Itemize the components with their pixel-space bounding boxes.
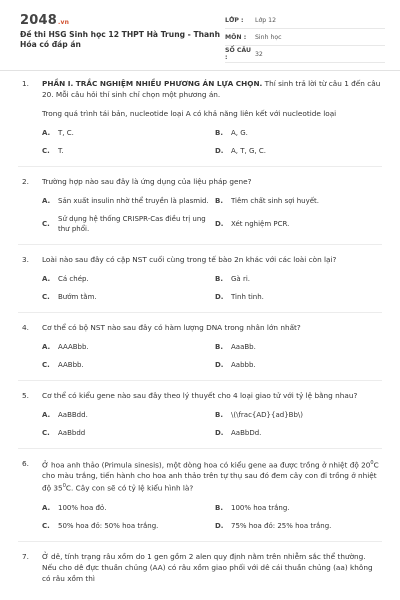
section-instruction: Thí sinh trả lời từ câu 1 đến câu 20. Mỗi câu hỏi thí sinh chỉ chọn một phương án. xyxy=(42,79,381,99)
option-letter: B. xyxy=(215,129,223,137)
option-text: Tiêm chất sinh sợi huyết. xyxy=(231,197,319,205)
option-d[interactable] xyxy=(215,146,388,156)
degree-sup: 0 xyxy=(370,460,374,466)
option-letter: A. xyxy=(42,129,51,137)
option-text: Sử dụng hệ thống CRISPR-Cas điều trị ung thư phổi. xyxy=(58,215,206,233)
option-letter: C. xyxy=(42,361,50,369)
option-text: A, G. xyxy=(231,129,248,137)
option-d[interactable] xyxy=(215,521,388,531)
option-text: 50% hoa đỏ: 50% hoa trắng. xyxy=(58,521,159,530)
question-number: 5. xyxy=(22,391,29,400)
option-letter: D. xyxy=(215,147,224,155)
option-a[interactable] xyxy=(42,503,215,513)
question-text xyxy=(42,78,382,100)
question-stem: Trong quá trình tái bản, nucleotide loại A có khả năng liên kết với nucleotide loại xyxy=(42,109,337,118)
question-1 xyxy=(0,78,400,156)
question-number: 1. xyxy=(22,79,29,88)
question-number: 6. xyxy=(22,459,29,468)
option-c[interactable] xyxy=(42,428,215,438)
question-list xyxy=(0,78,400,584)
option-text: 75% hoa đỏ: 25% hoa trắng. xyxy=(231,521,332,530)
option-letter: C. xyxy=(42,220,50,228)
option-text: Cá chép. xyxy=(58,275,89,283)
option-a[interactable] xyxy=(42,410,215,420)
option-letter: C. xyxy=(42,429,50,437)
divider xyxy=(18,448,382,449)
degree-sup: 0 xyxy=(62,483,66,490)
option-text: Tinh tinh. xyxy=(231,293,264,301)
option-a[interactable] xyxy=(42,128,215,138)
option-text: Bướm tằm. xyxy=(58,293,97,301)
logo-sub: .vn xyxy=(57,19,70,26)
meta-value: 32 xyxy=(255,50,263,58)
option-letter: D. xyxy=(215,429,224,437)
option-b[interactable] xyxy=(215,196,388,206)
option-letter: B. xyxy=(215,343,223,351)
option-text: Xét nghiệm PCR. xyxy=(231,220,290,228)
option-text: 100% hoa đỏ. xyxy=(58,503,107,512)
question-7 xyxy=(0,551,400,584)
question-text-part: Ở hoa anh thảo (Primula sinesis), một dòng hoa có kiểu gene aa được trồng ở nhiệt độ 20 xyxy=(42,460,371,470)
option-letter: B. xyxy=(215,411,223,419)
option-letter: D. xyxy=(215,521,224,530)
options xyxy=(42,342,382,370)
option-text: Sản xuất insulin nhờ thể truyền là plasmid. xyxy=(58,197,209,205)
option-text: AaaBb. xyxy=(231,343,256,351)
meta-label: LỚP : xyxy=(225,16,244,24)
question-text: Cơ thể có kiểu gene nào sau đây theo lý thuyết cho 4 loại giao tử với tỷ lệ bằng nhau? xyxy=(42,391,358,400)
question-text: Trường hợp nào sau đây là ứng dụng của liệu pháp gene? xyxy=(42,177,252,186)
option-letter: A. xyxy=(42,503,51,512)
options xyxy=(42,503,382,531)
option-c[interactable] xyxy=(42,360,215,370)
options xyxy=(42,410,382,438)
meta-label: SỐ CÂU : xyxy=(225,47,252,61)
question-4 xyxy=(0,322,400,370)
meta-row-count xyxy=(225,46,385,63)
options xyxy=(42,196,382,234)
option-text: \(\frac{AD}{ad}Bb\) xyxy=(231,411,303,419)
question-text: Cơ thể có bộ NST nào sau đây có hàm lượng DNA trong nhân lớn nhất? xyxy=(42,323,301,332)
option-text: A, T, G, C. xyxy=(231,147,266,155)
meta-row-subject xyxy=(225,29,385,46)
divider xyxy=(18,244,382,245)
question-6 xyxy=(0,458,400,531)
question-number: 7. xyxy=(22,551,29,561)
option-d[interactable] xyxy=(215,214,388,234)
question-text: Loài nào sau đây có cặp NST cuối cùng trong tế bào 2n khác với các loài còn lại? xyxy=(42,255,337,264)
option-text: AABbb. xyxy=(58,361,84,369)
option-letter: D. xyxy=(215,361,224,369)
option-letter: D. xyxy=(215,293,224,301)
option-c[interactable] xyxy=(42,146,215,156)
option-text: T, C. xyxy=(58,129,74,137)
option-letter: B. xyxy=(215,275,223,283)
options xyxy=(42,128,382,156)
option-d[interactable] xyxy=(215,360,388,370)
option-b[interactable] xyxy=(215,342,388,352)
option-text: Gà ri. xyxy=(231,275,250,283)
question-text-part: C cho màu trắng, tiến hành cho hoa anh thảo trên tự thụ sau đó đem cây con đi trồng ở nhiệt độ 35 xyxy=(42,460,379,493)
option-a[interactable] xyxy=(42,342,215,352)
option-text: T. xyxy=(58,147,64,155)
question-2 xyxy=(0,176,400,234)
divider xyxy=(18,166,382,167)
option-b[interactable] xyxy=(215,410,388,420)
option-text: AaBbDd. xyxy=(231,429,262,437)
option-d[interactable] xyxy=(215,292,388,302)
option-b[interactable] xyxy=(215,274,388,284)
option-text: AAABbb. xyxy=(58,343,89,351)
option-letter: B. xyxy=(215,197,223,205)
option-a[interactable] xyxy=(42,274,215,284)
question-5 xyxy=(0,390,400,438)
divider xyxy=(18,541,382,542)
question-text: Ở dê, tính trạng râu xồm do 1 gen gồm 2 alen quy định nằm trên nhiễm sắc thể thường. Nếu cho dê đực thuần chủng (AA) có râu xồm giao phối với dê cái thuần chủng (aa) không có râu xồm thì xyxy=(42,551,373,583)
option-text: AaBbdd xyxy=(58,429,86,437)
option-c[interactable] xyxy=(42,214,215,234)
question-3 xyxy=(0,254,400,302)
question-number: 3. xyxy=(22,255,29,264)
option-d[interactable] xyxy=(215,428,388,438)
option-letter: D. xyxy=(215,220,224,228)
option-c[interactable] xyxy=(42,292,215,302)
divider xyxy=(18,380,382,381)
option-letter: A. xyxy=(42,343,51,351)
exam-meta xyxy=(225,12,385,63)
option-a[interactable] xyxy=(42,196,215,206)
option-letter: C. xyxy=(42,521,50,530)
section-heading: PHẦN I. TRẮC NGHIỆM NHIỀU PHƯƠNG ÁN LỰA CHỌN. xyxy=(42,79,263,88)
question-number: 4. xyxy=(22,323,29,332)
option-b[interactable] xyxy=(215,503,388,513)
option-b[interactable] xyxy=(215,128,388,138)
option-text: 100% hoa trắng. xyxy=(231,503,290,512)
page-header xyxy=(0,0,400,71)
question-number: 2. xyxy=(22,177,29,186)
option-letter: A. xyxy=(42,411,51,419)
option-letter: A. xyxy=(42,197,51,205)
option-letter: A. xyxy=(42,275,51,283)
meta-value: Sinh học xyxy=(255,33,282,41)
meta-label: MÔN : xyxy=(225,33,247,41)
logo-main: 2048 xyxy=(20,13,57,28)
option-text: Aabbb. xyxy=(231,361,256,369)
option-letter: C. xyxy=(42,293,50,301)
option-letter: B. xyxy=(215,503,223,512)
option-c[interactable] xyxy=(42,521,215,531)
meta-value: Lớp 12 xyxy=(255,16,277,24)
exam-title: Đề thi HSG Sinh học 12 THPT Hà Trung - Thanh Hóa có đáp án xyxy=(20,30,220,49)
option-text: AaBBdd. xyxy=(58,411,88,419)
meta-row-class xyxy=(225,12,385,29)
options xyxy=(42,274,382,302)
option-letter: C. xyxy=(42,147,50,155)
site-logo[interactable] xyxy=(20,13,69,28)
divider xyxy=(18,312,382,313)
question-text-part: C. Cây con sẽ có tỷ lệ kiểu hình là? xyxy=(65,483,194,493)
question-text xyxy=(42,458,382,494)
